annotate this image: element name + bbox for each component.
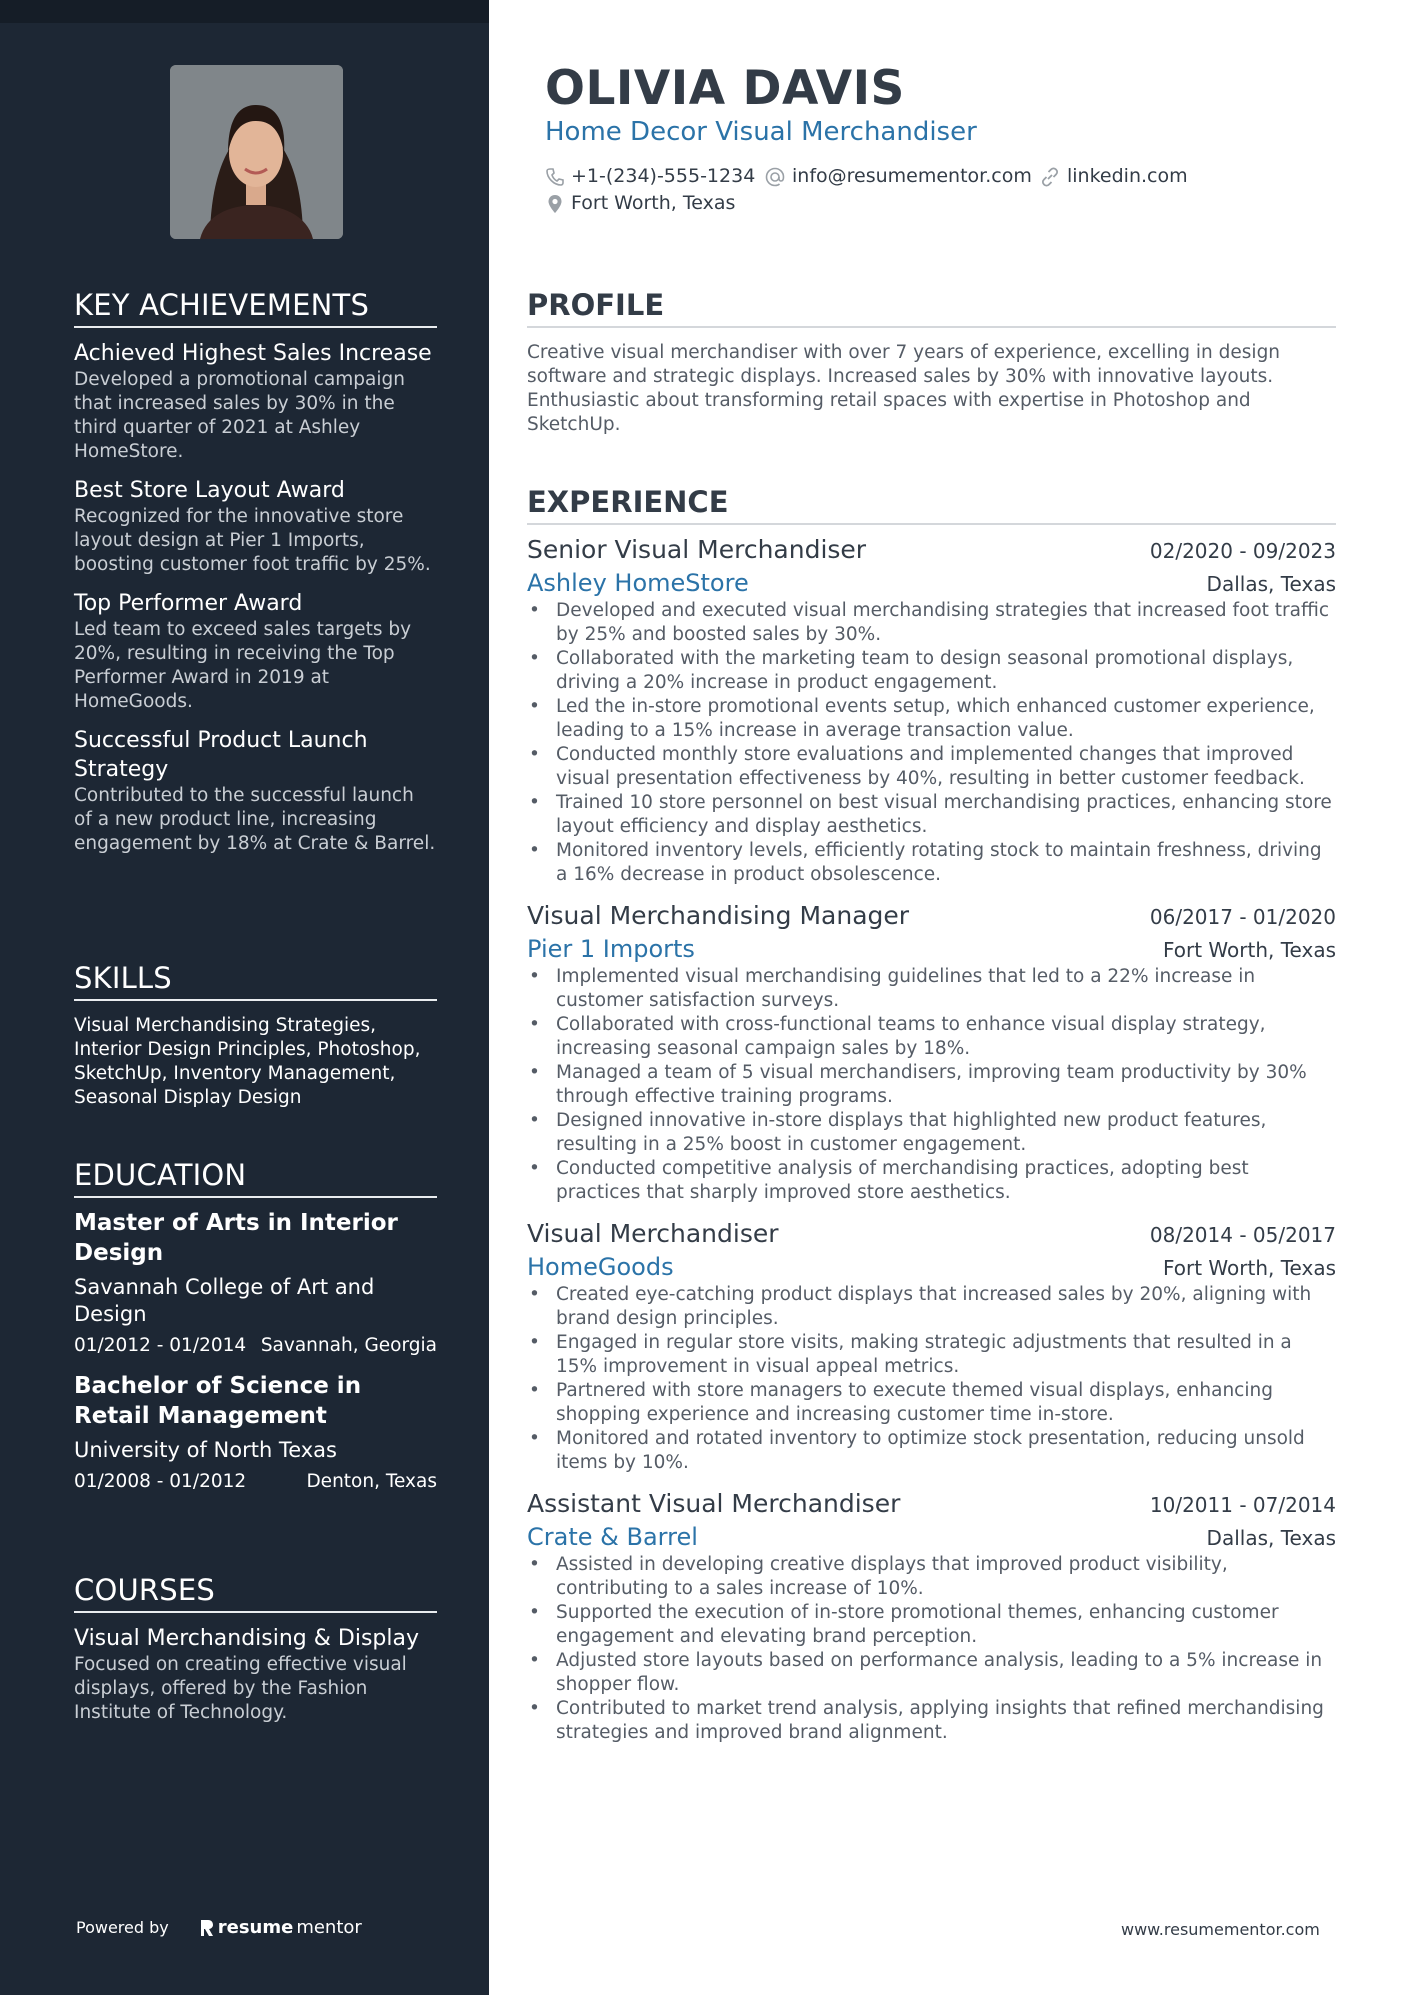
job-title: Visual Merchandising Manager bbox=[527, 901, 910, 930]
achievement-title: Best Store Layout Award bbox=[74, 478, 345, 503]
skills-list: Visual Merchandising Strategies, Interior Design Principles, Photoshop, SketchUp, Inventory Management, Seasonal Display Design bbox=[74, 1015, 421, 1108]
job-bullet: • Assisted in developing creative displays that improved product visibility, contributing to a sales increase of 10%. bbox=[527, 1553, 1336, 1601]
job-bullet: • Partnered with store managers to execute themed visual displays, enhancing shopping experience and increasing customer time in-store. bbox=[527, 1379, 1336, 1427]
job-entry bbox=[527, 1487, 1336, 1745]
job-bullet: • Contributed to market trend analysis, applying insights that refined merchandising strategies and improved brand alignment. bbox=[527, 1697, 1336, 1745]
phone-icon bbox=[545, 167, 565, 187]
profile-text: Creative visual merchandiser with over 7 years of experience, excelling in design software and strategic displays. Increased sales by 30% with innovative layouts. Enthusiastic about transforming retail spaces with expertise in Photoshop and SketchUp. bbox=[527, 342, 1281, 435]
location-text: Fort Worth, Texas bbox=[571, 192, 736, 214]
job-location: Fort Worth, Texas bbox=[1162, 938, 1336, 962]
at-icon bbox=[764, 166, 786, 188]
course-desc: Focused on creating effective visual displays, offered by the Fashion Institute of Technology. bbox=[74, 1654, 407, 1723]
resumementor-logo[interactable] bbox=[199, 1917, 362, 1938]
job-header bbox=[527, 1217, 1336, 1251]
job-dates: 06/2017 - 01/2020 bbox=[1149, 905, 1336, 929]
brand-part-b: mentor bbox=[296, 1917, 362, 1938]
job-dates: 02/2020 - 09/2023 bbox=[1149, 539, 1336, 563]
achievement-title: Top Performer Award bbox=[74, 591, 303, 616]
achievement-desc: Developed a promotional campaign that increased sales by 30% in the third quarter of 2021 at Ashley HomeStore. bbox=[74, 369, 405, 462]
job-title: Assistant Visual Merchandiser bbox=[527, 1489, 901, 1518]
education-item bbox=[74, 1371, 437, 1494]
education-dates: 01/2012 - 01/2014 bbox=[74, 1335, 247, 1356]
education-item bbox=[74, 1208, 437, 1358]
candidate-name: OLIVIA DAVIS bbox=[545, 61, 905, 116]
job-bullet: • Monitored inventory levels, efficiently rotating stock to maintain freshness, driving a 16% decrease in product obsolescence. bbox=[527, 839, 1336, 887]
job-bullet: • Created eye-catching product displays that increased sales by 20%, aligning with brand design principles. bbox=[527, 1283, 1336, 1331]
achievement-item bbox=[74, 726, 437, 856]
job-company: Crate & Barrel bbox=[527, 1523, 698, 1551]
education-meta bbox=[74, 1334, 437, 1358]
skills-section bbox=[74, 961, 437, 1110]
location-pin-icon bbox=[545, 193, 565, 215]
education-section bbox=[74, 1158, 437, 1494]
job-subheader bbox=[527, 933, 1336, 965]
achievement-desc: Recognized for the innovative store layout design at Pier 1 Imports, boosting customer foot traffic by 25%. bbox=[74, 506, 431, 575]
profile-heading: PROFILE bbox=[527, 288, 1336, 328]
job-location: Dallas, Texas bbox=[1206, 572, 1336, 596]
job-bullet: • Conducted competitive analysis of merchandising practices, adopting best practices that sharply improved store aesthetics. bbox=[527, 1157, 1336, 1205]
education-meta bbox=[74, 1470, 437, 1494]
powered-by bbox=[76, 1917, 362, 1938]
job-dates: 08/2014 - 05/2017 bbox=[1149, 1223, 1336, 1247]
job-bullets bbox=[527, 599, 1336, 887]
candidate-title: Home Decor Visual Merchandiser bbox=[545, 117, 977, 147]
job-bullet: • Engaged in regular store visits, making strategic adjustments that resulted in a 15% improvement in visual appeal metrics. bbox=[527, 1331, 1336, 1379]
job-subheader bbox=[527, 567, 1336, 599]
job-location: Dallas, Texas bbox=[1206, 1526, 1336, 1550]
achievement-title: Achieved Highest Sales Increase bbox=[74, 341, 432, 366]
job-bullet: • Trained 10 store personnel on best visual merchandising practices, enhancing store layout efficiency and display aesthetics. bbox=[527, 791, 1336, 839]
course-item bbox=[74, 1624, 437, 1725]
contact-email bbox=[764, 164, 1032, 189]
achievement-item bbox=[74, 339, 437, 464]
achievement-item bbox=[74, 476, 437, 577]
job-dates: 10/2011 - 07/2014 bbox=[1149, 1493, 1336, 1517]
education-degree: Bachelor of Science in Retail Management bbox=[74, 1373, 362, 1429]
education-location: Savannah, Georgia bbox=[260, 1335, 437, 1356]
job-bullet: • Collaborated with the marketing team to design seasonal promotional displays, driving a 20% increase in product engagement. bbox=[527, 647, 1336, 695]
job-entry bbox=[527, 899, 1336, 1205]
contact-location bbox=[545, 191, 735, 216]
sidebar-top-strip bbox=[0, 0, 489, 23]
job-bullet: • Collaborated with cross-functional teams to enhance visual display strategy, increasing seasonal campaign sales by 18%. bbox=[527, 1013, 1336, 1061]
job-subheader bbox=[527, 1521, 1336, 1553]
resumementor-logo-icon bbox=[199, 1918, 215, 1938]
skills-heading: SKILLS bbox=[74, 961, 437, 1001]
job-bullets bbox=[527, 965, 1336, 1205]
achievement-title: Successful Product Launch Strategy bbox=[74, 728, 368, 782]
contact-linkedin bbox=[1039, 164, 1188, 189]
link-icon bbox=[1039, 166, 1061, 188]
job-subheader bbox=[527, 1251, 1336, 1283]
powered-by-label: Powered by bbox=[76, 1918, 169, 1937]
education-location: Denton, Texas bbox=[306, 1471, 437, 1492]
contact-phone bbox=[545, 164, 755, 189]
job-company: Pier 1 Imports bbox=[527, 935, 695, 963]
linkedin-text[interactable]: linkedin.com bbox=[1067, 165, 1188, 187]
job-bullet: • Led the in-store promotional events setup, which enhanced customer experience, leading to a 15% increase in average transaction value. bbox=[527, 695, 1336, 743]
course-title: Visual Merchandising & Display bbox=[74, 1626, 420, 1651]
job-bullet: • Adjusted store layouts based on performance analysis, leading to a 5% increase in shopper flow. bbox=[527, 1649, 1336, 1697]
achievement-desc: Contributed to the successful launch of a new product line, increasing engagement by 18% at Crate & Barrel. bbox=[74, 785, 436, 854]
courses-heading: COURSES bbox=[74, 1573, 437, 1613]
job-company: Ashley HomeStore bbox=[527, 569, 749, 597]
profile-section bbox=[527, 288, 1336, 437]
job-header bbox=[527, 533, 1336, 567]
job-title: Visual Merchandiser bbox=[527, 1219, 779, 1248]
job-bullets bbox=[527, 1283, 1336, 1475]
education-heading: EDUCATION bbox=[74, 1158, 437, 1198]
education-school: University of North Texas bbox=[74, 1438, 337, 1462]
sidebar bbox=[0, 0, 489, 1995]
job-title: Senior Visual Merchandiser bbox=[527, 535, 867, 564]
job-header bbox=[527, 899, 1336, 933]
job-bullet: • Managed a team of 5 visual merchandisers, improving team productivity by 30% through effective training programs. bbox=[527, 1061, 1336, 1109]
job-entry bbox=[527, 1217, 1336, 1475]
job-header bbox=[527, 1487, 1336, 1521]
profile-photo bbox=[170, 65, 343, 239]
footer-url[interactable]: www.resumementor.com bbox=[1121, 1920, 1320, 1939]
phone-text[interactable]: +1-(234)-555-1234 bbox=[571, 165, 756, 187]
job-location: Fort Worth, Texas bbox=[1162, 1256, 1336, 1280]
job-bullet: • Developed and executed visual merchandising strategies that increased foot traffic by 25% and boosted sales by 30%. bbox=[527, 599, 1336, 647]
courses-section bbox=[74, 1573, 437, 1725]
experience-section bbox=[527, 485, 1336, 1745]
education-dates: 01/2008 - 01/2012 bbox=[74, 1471, 247, 1492]
achievement-desc: Led team to exceed sales targets by 20%, resulting in receiving the Top Performer Award in 2019 at HomeGoods. bbox=[74, 619, 412, 712]
education-degree: Master of Arts in Interior Design bbox=[74, 1210, 398, 1266]
job-bullet: • Conducted monthly store evaluations and implemented changes that improved visual presentation effectiveness by 40%, resulting in better customer feedback. bbox=[527, 743, 1336, 791]
job-bullet: • Supported the execution of in-store promotional themes, enhancing customer engagement and elevating brand perception. bbox=[527, 1601, 1336, 1649]
email-text[interactable]: info@resumementor.com bbox=[792, 165, 1032, 187]
job-bullet: • Implemented visual merchandising guidelines that led to a 22% increase in customer satisfaction surveys. bbox=[527, 965, 1336, 1013]
education-school: Savannah College of Art and Design bbox=[74, 1275, 375, 1326]
achievements-section bbox=[74, 288, 437, 856]
job-company: HomeGoods bbox=[527, 1253, 674, 1281]
job-bullet: • Designed innovative in-store displays that highlighted new product features, resulting in a 25% boost in customer engagement. bbox=[527, 1109, 1336, 1157]
achievement-item bbox=[74, 589, 437, 714]
experience-heading: EXPERIENCE bbox=[527, 485, 1336, 525]
achievements-heading: KEY ACHIEVEMENTS bbox=[74, 288, 437, 328]
job-entry bbox=[527, 533, 1336, 887]
job-bullets bbox=[527, 1553, 1336, 1745]
brand-part-a: resume bbox=[217, 1917, 294, 1938]
job-bullet: • Monitored and rotated inventory to optimize stock presentation, reducing unsold items by 10%. bbox=[527, 1427, 1336, 1475]
